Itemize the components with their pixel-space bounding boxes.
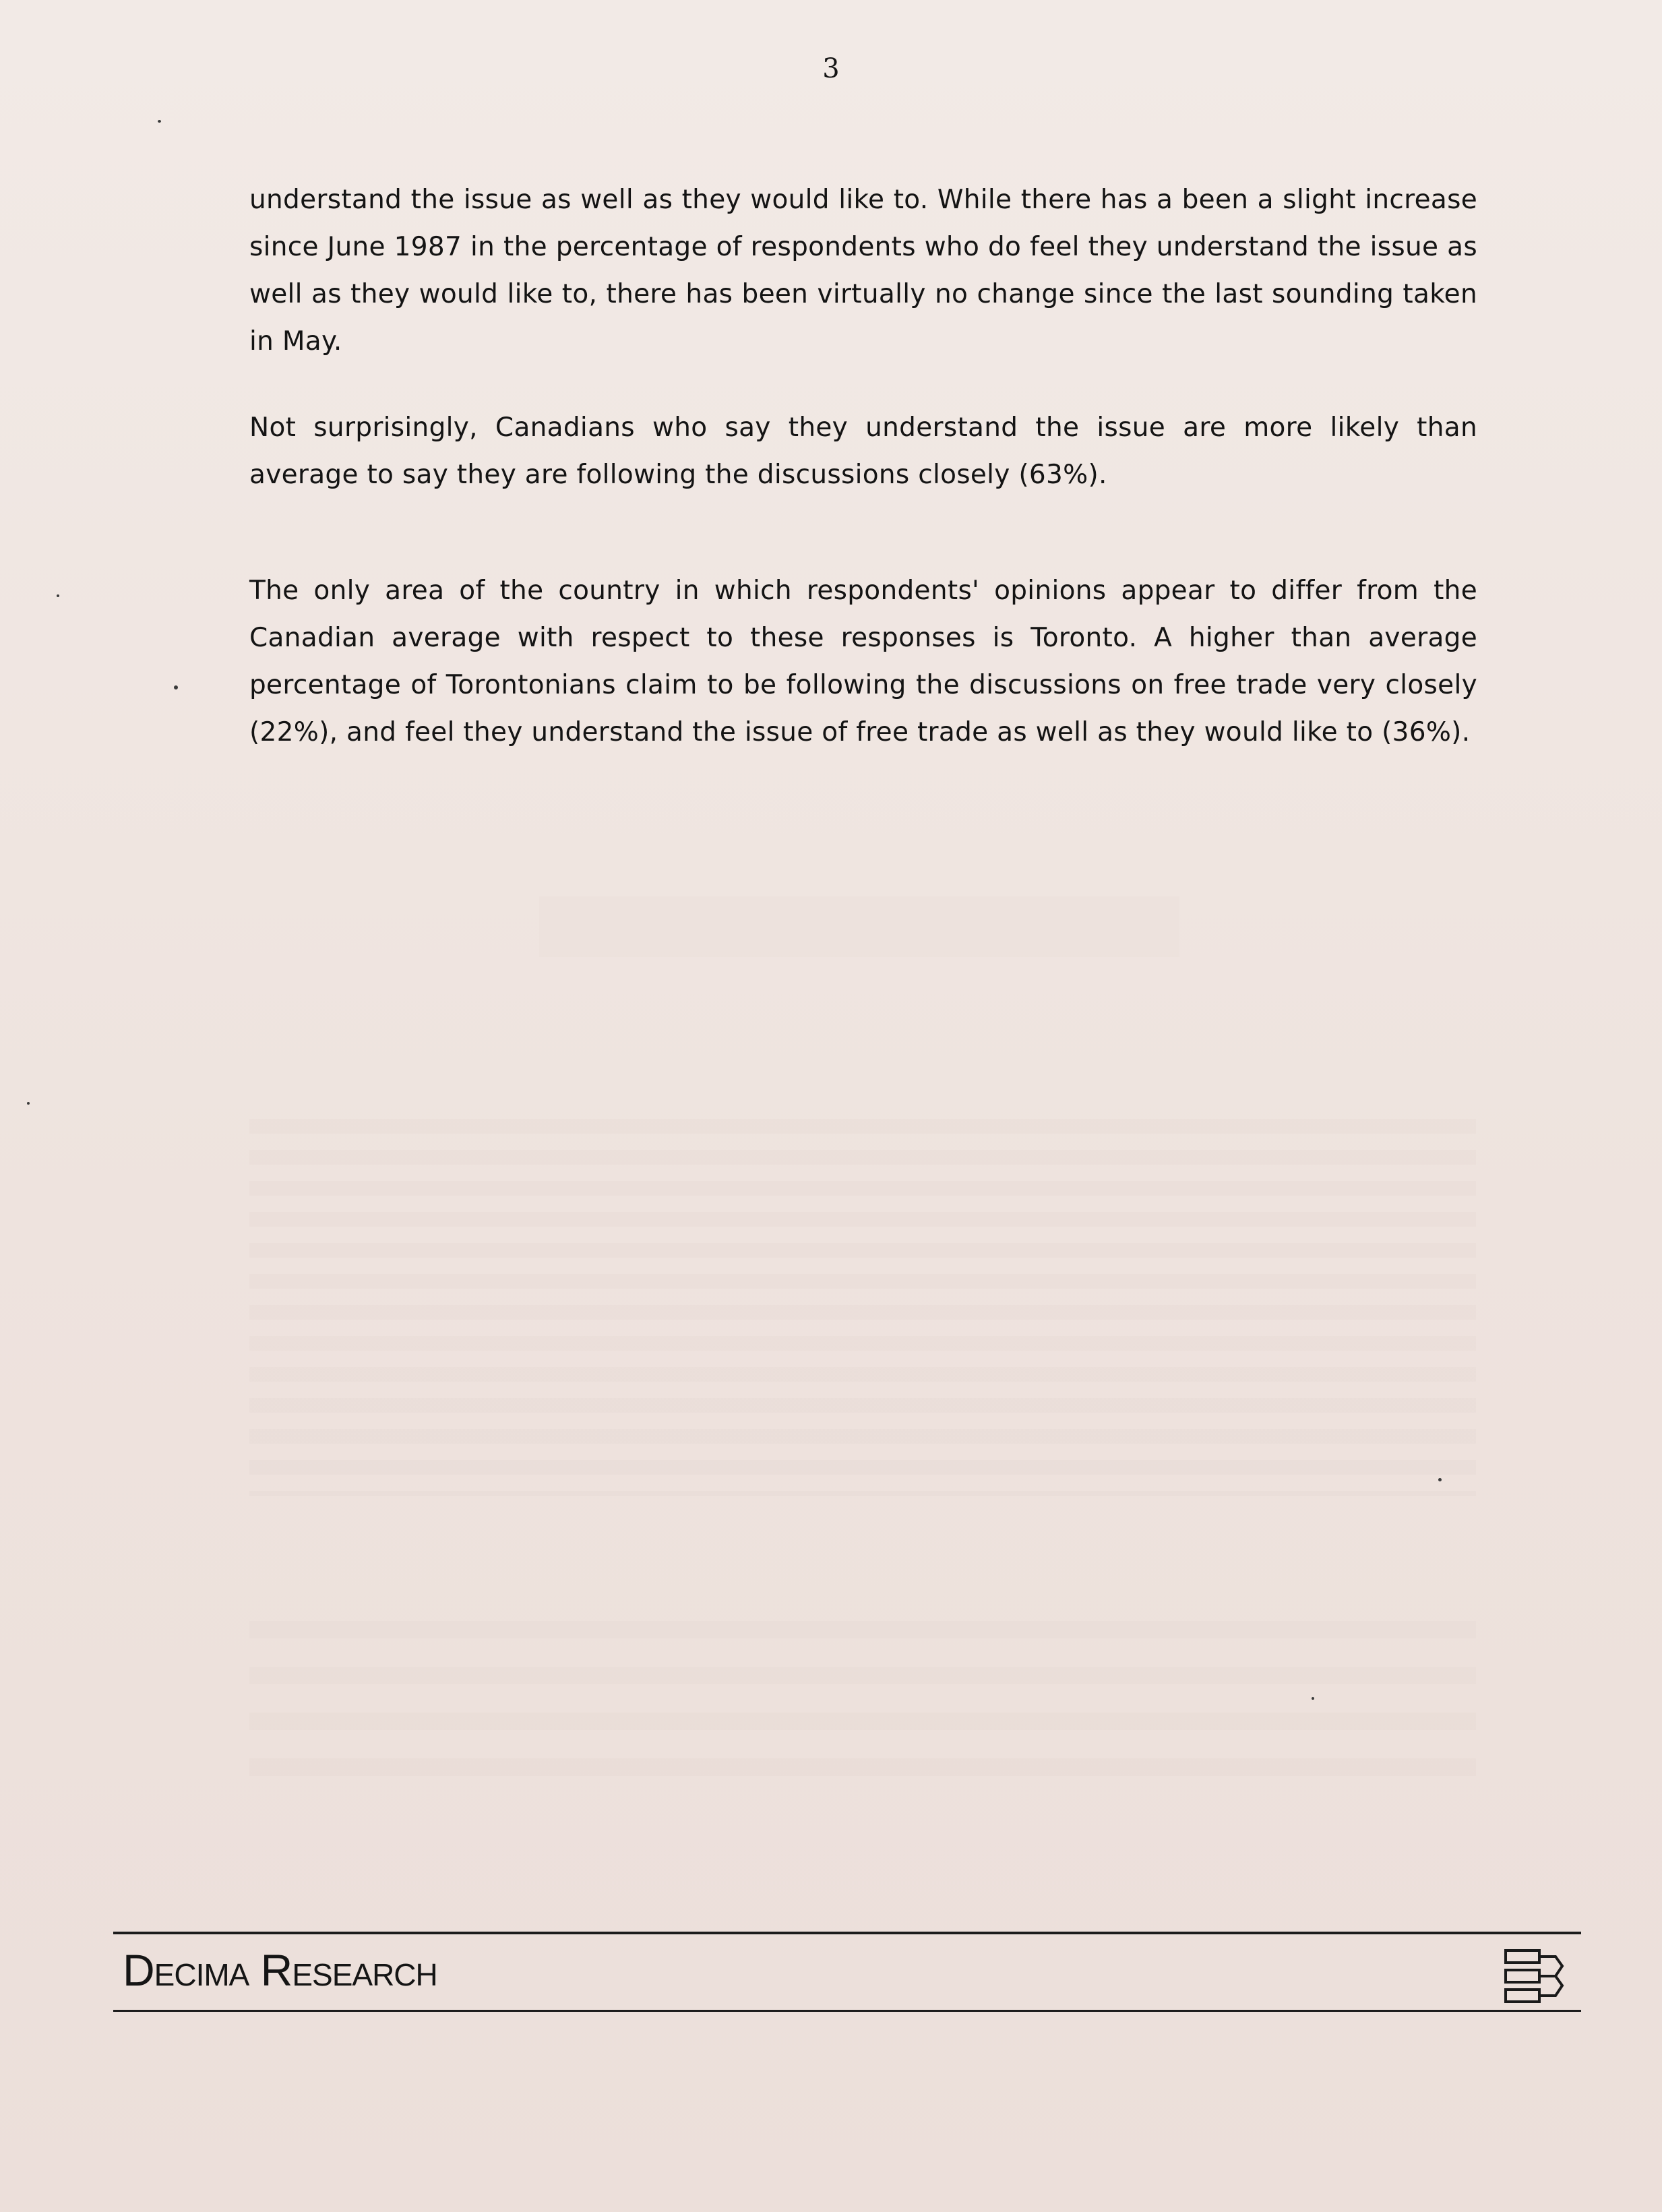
- body-text: [249, 177, 1477, 756]
- footer-bottom-rule: [113, 2010, 1581, 2012]
- paragraph-following-closely: Not surprisingly, Canadians who say they understand the issue are more likely than average to say they are following the discussions closely (63%).: [249, 412, 1477, 490]
- bleed-through-table-title: [539, 896, 1179, 957]
- scan-speck: [158, 120, 161, 123]
- scan-speck: [27, 1102, 30, 1105]
- brand-name: Decima Research: [123, 1945, 437, 1995]
- paragraph-understanding: understand the issue as well as they would like to. While there has a been a slight increase since June 1987 in the percentage of respondents who do feel they understand the issue as well as they would like to, there has been virtually no change since the last sounding taken in May.: [249, 185, 1477, 357]
- footer-top-rule: [113, 1932, 1581, 1934]
- scan-speck: [174, 685, 178, 689]
- scan-speck: [1438, 1478, 1442, 1481]
- decima-logo-icon: [1503, 1948, 1565, 2004]
- paragraph-toronto: The only area of the country in which respondents' opinions appear to differ from the Canadian average with respect to these responses is Toronto. A higher than average percentage of Torontonians claim to be following the discussions on free trade very closely (22%), and feel they understand the issue of free trade as well as they would like to (36%).: [249, 576, 1477, 747]
- bleed-through-table-body: [249, 1119, 1476, 1496]
- scan-speck: [57, 594, 59, 597]
- scan-speck: [1312, 1697, 1314, 1700]
- bleed-through-paragraph: [249, 1621, 1476, 1796]
- page-number: 3: [822, 53, 840, 84]
